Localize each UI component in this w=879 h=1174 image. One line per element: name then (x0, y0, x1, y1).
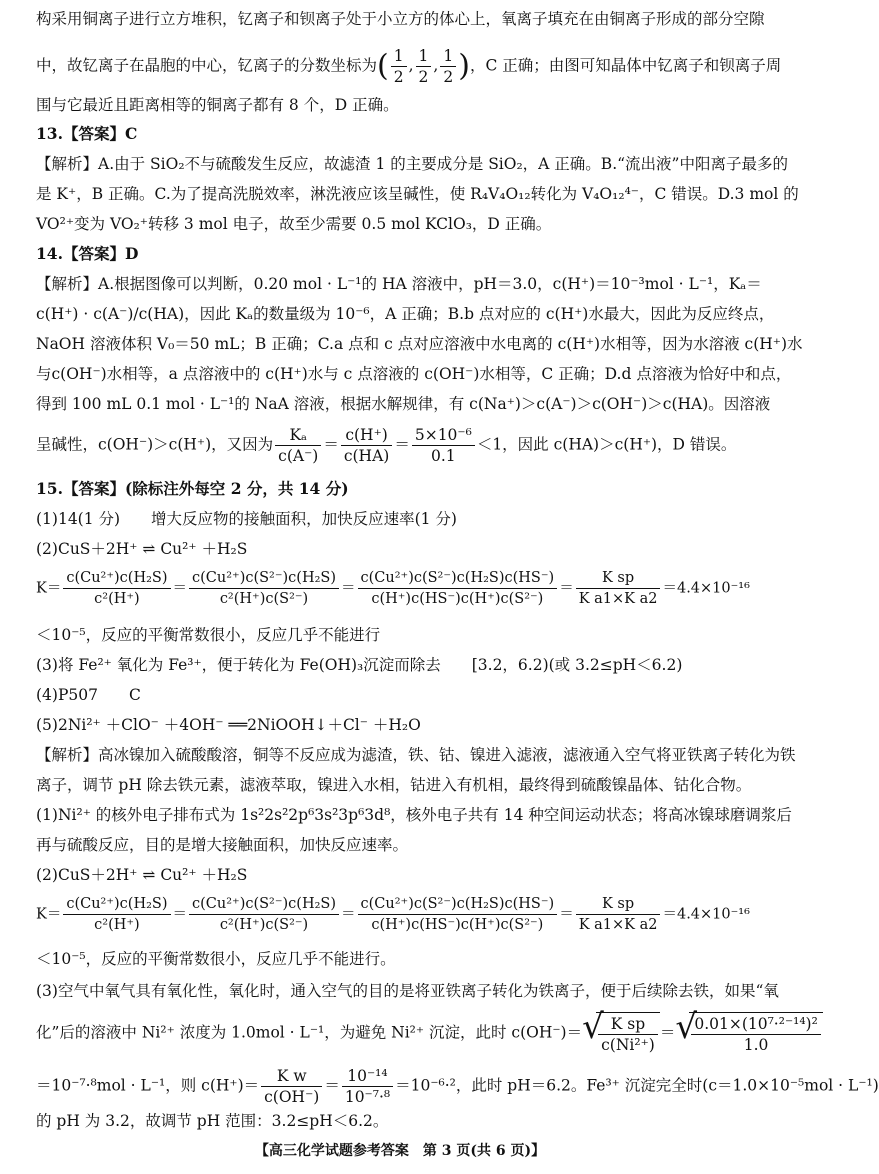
text-line: (2)CuS＋2H⁺ ⇌ Cu²⁺ ＋H₂S (36, 866, 248, 884)
text-line: 是 K⁺，B 正确。C.为了提高洗脱效率，淋洗液应该呈碱性，使 R₄V₄O₁₂转化为 V₄O₁₂⁴⁻，C 错误。D.3 mol 的 (36, 185, 799, 203)
text-line: 【解析】A.根据图像可以判断，0.20 mol · L⁻¹的 HA 溶液中，pH＝3.0，c(H⁺)＝10⁻³mol · L⁻¹，Kₐ＝ (36, 275, 762, 293)
text-line: 呈碱性，c(OH⁻)＞c(H⁺)，又因为 $\frac{\text{Kₐ}}{c(A^-)}$ ＝ $\frac{c(H^+)}{c(HA)}$ ＝ $\frac{\text{5×10⁻⁶}}{0.1}$ ＜1，因此 c(HA)＞c(H⁺)，D 错误。 (36, 426, 737, 465)
text-line: (2)CuS＋2H⁺ ⇌ Cu²⁺ ＋H₂S (36, 540, 248, 558)
text-line: 与c(OH⁻)水相等，a 点溶液中的 c(H⁺)水与 c 点溶液的 c(OH⁻)水相等，C 正确；D.d 点溶液为恰好中和点， (36, 365, 792, 383)
text-line: 【解析】A.由于 SiO₂不与硫酸发生反应，故滤渣 1 的主要成分是 SiO₂，A 正确。B.“流出液”中阳离子最多的 (36, 155, 788, 173)
question-13-answer: 13.【答案】C (36, 124, 138, 143)
text-line: NaOH 溶液体积 V₀＝50 mL；B 正确；C.a 点和 c 点对应溶液中水电离的 c(H⁺)水相等，因为水溶液 c(H⁺)水 (36, 335, 803, 353)
text-line: 得到 100 mL 0.1 mol · L⁻¹的 NaA 溶液，根据水解规律，有 c(Na⁺)＞c(A⁻)＞c(OH⁻)＞c(HA)。因溶液 (36, 395, 771, 413)
page-footer: 【高三化学试题参考答案 第 3 页(共 6 页)】 (254, 1143, 546, 1159)
text-line: 中，故钇离子在晶胞的中心，钇离子的分数坐标为( $\frac{1}{2}$ , $\frac{1}{2}$ , $\frac{1}{2}$ )，C 正确；由图可知晶体中钇离子和钡离子周 (36, 47, 782, 86)
text-line: 围与它最近且距离相等的铜离子都有 8 个，D 正确。 (36, 96, 399, 114)
text-line: (3)空气中氧气具有氧化性，氧化时，通入空气的目的是将亚铁离子转化为铁离子，便于后续除去铁，如果“氧 (36, 982, 779, 1000)
text-line: VO²⁺变为 VO₂⁺转移 3 mol 电子，故至少需要 0.5 mol KClO₃，D 正确。 (36, 215, 552, 233)
question-14-answer: 14.【答案】D (36, 244, 139, 263)
text-line: ＝10⁻⁷·⁸mol · L⁻¹，则 c(H⁺)＝ $\frac{\text{K w}}{c(OH^-)}$ ＝ $\frac{\text{10⁻¹⁴}}{\text{10⁻⁷·⁸}}$ ＝10⁻⁶·²，此时 pH＝6.2。Fe³⁺ 沉淀完全时(c＝1.0×10⁻⁵mol · L⁻¹) (36, 1067, 879, 1106)
text-line: 构采用铜离子进行立方堆积，钇离子和钡离子处于小立方的体心上，氧离子填充在由铜离子形成的部分空隙 (36, 10, 765, 28)
text-line: 离子，调节 pH 除去铁元素，滤液萃取，镍进入水相，钴进入有机相，最终得到硫酸镍晶体、钴化合物。 (36, 776, 752, 794)
text-line: c(H⁺) · c(A⁻)/c(HA)，因此 Kₐ的数量级为 10⁻⁶，A 正确；B.b 点对应的 c(H⁺)水最大，因此为反应终点， (36, 305, 775, 323)
text-line: (1)Ni²⁺ 的核外电子排布式为 1s²2s²2p⁶3s²3p⁶3d⁸，核外电子共有 14 种空间运动状态；将高冰镍球磨调浆后 (36, 806, 792, 824)
text-line: 【解析】高冰镍加入硫酸酸溶，铜等不反应成为滤渣，铁、钴、镍进入滤液，滤液通入空气将亚铁离子转化为铁 (36, 746, 796, 764)
text-line: ＜10⁻⁵，反应的平衡常数很小，反应几乎不能进行 (36, 626, 381, 644)
text-line: 的 pH 为 3.2，故调节 pH 范围：3.2≤pH＜6.2。 (36, 1112, 389, 1130)
text-line: (5)2Ni²⁺ ＋ClO⁻ ＋4OH⁻ ══2NiOOH↓＋Cl⁻ ＋H₂O (36, 716, 421, 734)
equilibrium-equation: K＝ $\frac{\text{c(Cu²⁺)c(H₂S)}}{\text{c²(H⁺)}}$ ＝ $\frac{\text{c(Cu²⁺)c(S²⁻)c(H₂S)}}{\text{c²(H⁺)c(S²⁻)}}$ ＝ $\frac{\text{c(Cu²⁺)c(S²⁻)c(H₂S)c(HS⁻)}}{\text{c(H⁺)c(HS⁻)c(H⁺)c(S²⁻)}}$ ＝ $\frac{\text{K sp}}{\text{K a1×K a2}}$ ＝4.4×10⁻¹⁶ (36, 896, 750, 933)
text-line: (1)14(1 分) 增大反应物的接触面积，加快反应速率(1 分) (36, 510, 457, 528)
question-15-answer: 15.【答案】(除标注外每空 2 分，共 14 分) (36, 479, 349, 498)
text-line: 再与硫酸反应，目的是增大接触面积，加快反应速率。 (36, 836, 409, 854)
text-line: 化”后的溶液中 Ni²⁺ 浓度为 1.0mol · L⁻¹，为避免 Ni²⁺ 沉淀，此时 c(OH⁻)＝ √ $\frac{\text{K sp}}{\text{c(Ni²⁺)}}$ ＝ √ $\frac{\text{0.01×(10⁷·²⁻¹⁴)²}}{1.0}$ (36, 1012, 770, 1055)
text-line: (3)将 Fe²⁺ 氧化为 Fe³⁺，便于转化为 Fe(OH)₃沉淀而除去 [3.2，6.2)(或 3.2≤pH＜6.2) (36, 656, 683, 674)
text-line: (4)P507 C (36, 686, 141, 704)
equilibrium-equation: K＝ $\frac{\text{c(Cu²⁺)c(H₂S)}}{\text{c²(H⁺)}}$ ＝ $\frac{\text{c(Cu²⁺)c(S²⁻)c(H₂S)}}{\text{c²(H⁺)c(S²⁻)}}$ ＝ $\frac{\text{c(Cu²⁺)c(S²⁻)c(H₂S)c(HS⁻)}}{\text{c(H⁺)c(HS⁻)c(H⁺)c(S²⁻)}}$ ＝ $\frac{\text{K sp}}{\text{K a1×K a2}}$ ＝4.4×10⁻¹⁶ (36, 570, 750, 607)
text-line: ＜10⁻⁵，反应的平衡常数很小，反应几乎不能进行。 (36, 950, 396, 968)
